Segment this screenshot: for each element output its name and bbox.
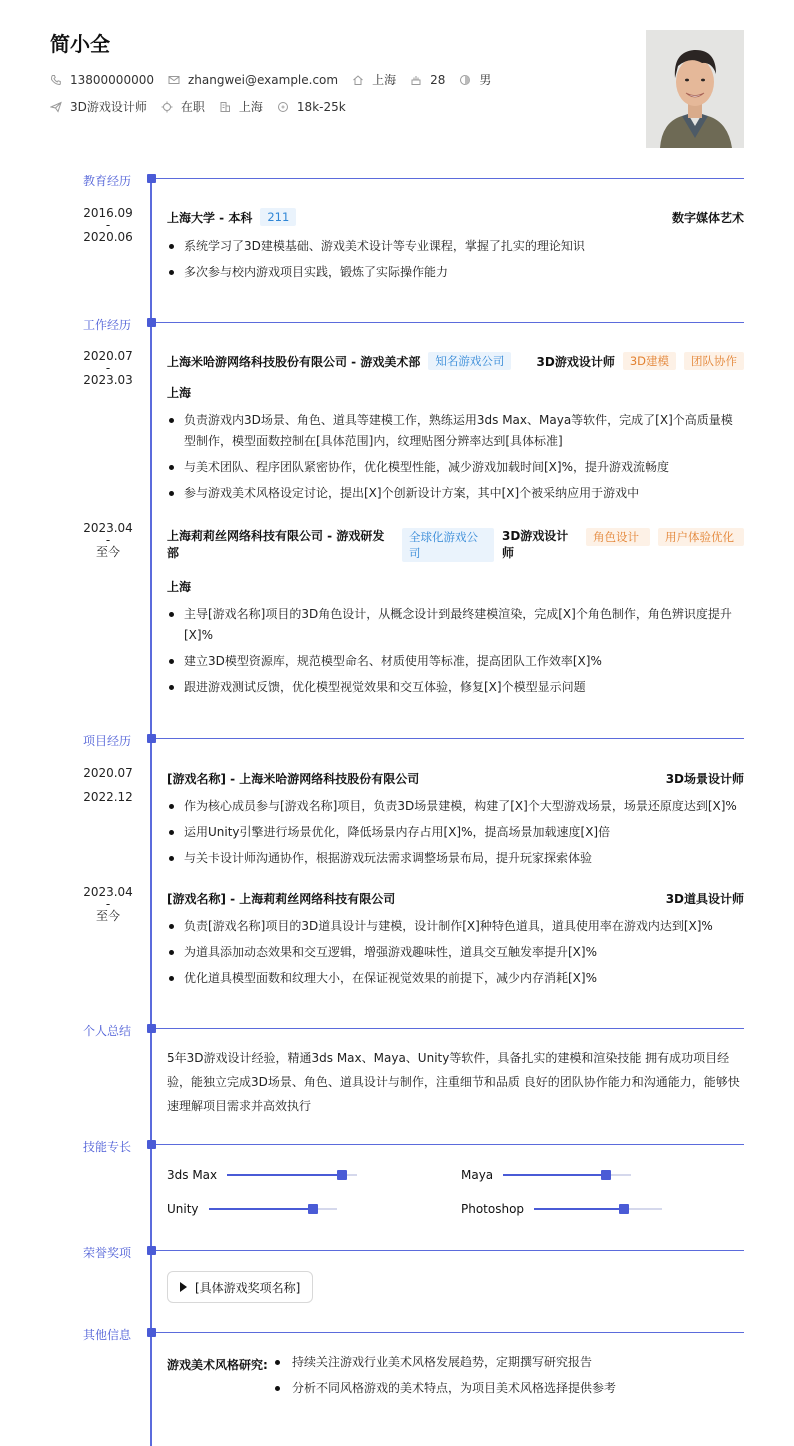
- list-item: 与关卡设计师沟通协作，根据游戏玩法需求调整场景布局，提升玩家探索体验: [167, 848, 744, 869]
- job-target-info: [50, 98, 147, 115]
- project-title: [游戏名称] - 上海米哈游网络科技股份有限公司: [167, 772, 420, 786]
- contact-row: [50, 71, 505, 88]
- skill-bar: [503, 1174, 631, 1176]
- major: 数字媒体艺术: [671, 210, 744, 225]
- section-marker: [147, 318, 156, 327]
- list-item: 建立3D模型资源库，规范模型命名、材质使用等标准，提高团队工作效率[X]%: [167, 651, 744, 672]
- project-dates: [70, 886, 146, 922]
- section-marker: [147, 734, 156, 743]
- gender-info: [459, 71, 491, 88]
- job-role: 3D游戏设计师: [502, 529, 569, 560]
- job-target-text: 3D游戏设计师: [70, 100, 147, 114]
- role-tag: 用户体验优化: [658, 528, 744, 546]
- date-separator: -: [105, 218, 111, 232]
- gender-icon: [459, 74, 471, 86]
- section-title-awards: 荣誉奖项: [83, 1246, 132, 1260]
- job-intent-row: [50, 98, 360, 115]
- home-icon: [352, 74, 364, 86]
- section-marker: [147, 1246, 156, 1255]
- timeline-line: [150, 178, 152, 1446]
- skill-bar-knob: [601, 1170, 611, 1180]
- skill-bar: [534, 1208, 662, 1210]
- list-item: 主导[游戏名称]项目的3D角色设计，从概念设计到最终建模渲染，完成[X]个角色制作，角色辨识度提升[X]%: [167, 604, 744, 646]
- date-separator: -: [105, 361, 111, 375]
- work-city: 上海: [167, 580, 192, 594]
- education-start-date: 2016.09: [83, 206, 133, 220]
- project-role: 3D场景设计师: [665, 772, 744, 786]
- list-item: 作为核心成员参与[游戏名称]项目，负责3D场景建模，构建了[X]个大型游戏场景，场景还原度达到[X]%: [167, 796, 744, 817]
- project-bullets: [167, 916, 744, 994]
- work-start-date: 2020.07: [83, 349, 133, 363]
- skill-bar: [227, 1174, 357, 1176]
- role-tag: 3D建模: [623, 352, 676, 370]
- skill-item: [461, 1168, 631, 1182]
- section-title-skills: 技能专长: [83, 1140, 132, 1154]
- section-title-projects: 项目经历: [83, 734, 132, 748]
- project-start-date: 2023.04: [83, 885, 133, 899]
- phone-icon: [50, 74, 62, 86]
- location-text: 上海: [372, 73, 397, 87]
- play-icon: [180, 1282, 187, 1292]
- email-info: [168, 73, 338, 87]
- skill-name: Maya: [461, 1168, 494, 1182]
- email-text: zhangwei@example.com: [187, 72, 339, 87]
- project-dates: [70, 767, 146, 803]
- section-divider: [156, 1144, 744, 1145]
- skill-bar-fill: [209, 1208, 314, 1210]
- role-tag: 团队协作: [684, 352, 744, 370]
- work-dates: [70, 522, 146, 558]
- skill-bar-fill: [227, 1174, 341, 1176]
- skill-name: Unity: [167, 1202, 199, 1216]
- school-name: 上海大学 - 本科: [167, 210, 253, 225]
- age-text: 28: [430, 72, 446, 87]
- project-title: [游戏名称] - 上海莉莉丝网络科技有限公司: [167, 892, 396, 906]
- skill-bar-fill: [503, 1174, 605, 1176]
- date-separator: -: [105, 897, 111, 911]
- salary-text: 18k-25k: [296, 99, 346, 114]
- other-list: [275, 1352, 616, 1404]
- section-divider: [156, 322, 744, 323]
- age-info: [410, 73, 445, 87]
- list-item: 与美术团队、程序团队紧密协作，优化模型性能，减少游戏加载时间[X]%，提升游戏流畅度: [167, 457, 744, 478]
- section-marker: [147, 1328, 156, 1337]
- project-end-date: 2022.12: [83, 790, 133, 804]
- work-city: 上海: [167, 386, 192, 400]
- phone-text: 13800000000: [70, 72, 154, 87]
- other-label: 游戏美术风格研究:: [167, 1358, 268, 1372]
- list-item: 负责[游戏名称]项目的3D道具设计与建模，设计制作[X]种特色道具，道具使用率在游戏内达到[X]%: [167, 916, 744, 937]
- company-name: 上海米哈游网络科技股份有限公司 - 游戏美术部: [167, 354, 421, 369]
- section-divider: [156, 738, 744, 739]
- project-entry-header: [167, 770, 744, 787]
- list-item: 负责游戏内3D场景、角色、道具等建模工作，熟练运用3ds Max、Maya等软件，完成了[X]个高质量模型制作，模型面数控制在[具体范围]内，纹理贴图分辨率达到[具体标准]: [167, 410, 744, 452]
- section-divider: [156, 1250, 744, 1251]
- skill-bar-knob: [337, 1170, 347, 1180]
- candidate-name: 简小全: [50, 32, 110, 56]
- work-entry-header: [167, 528, 744, 562]
- list-item: 分析不同风格游戏的美术特点，为项目美术风格选择提供参考: [275, 1378, 616, 1399]
- section-title-other: 其他信息: [83, 1328, 132, 1342]
- coin-icon: [277, 101, 289, 113]
- list-item: 多次参与校内游戏项目实践，锻炼了实际操作能力: [167, 262, 744, 283]
- project-end-date: 至今: [95, 909, 120, 923]
- work-dates: [70, 350, 146, 386]
- list-item: 跟进游戏测试反馈，优化模型视觉效果和交互体验，修复[X]个模型显示问题: [167, 677, 744, 698]
- section-title-work: 工作经历: [83, 318, 132, 332]
- section-marker: [147, 174, 156, 183]
- skill-item: [167, 1168, 357, 1182]
- project-bullets: [167, 796, 744, 874]
- list-item: 运用Unity引擎进行场景优化，降低场景内存占用[X]%，提高场景加载速度[X]倍: [167, 822, 744, 843]
- mail-icon: [168, 74, 180, 86]
- work-end-date: 至今: [95, 545, 120, 559]
- skill-item: [167, 1202, 337, 1216]
- project-role: 3D道具设计师: [665, 892, 744, 906]
- section-divider: [156, 1028, 744, 1029]
- work-bullets: [167, 604, 744, 703]
- education-dates: [70, 207, 146, 243]
- job-role: 3D游戏设计师: [536, 354, 615, 369]
- company-tag: 全球化游戏公司: [402, 528, 494, 562]
- cake-icon: [410, 74, 422, 86]
- education-entry-header: [167, 208, 744, 226]
- phone-info: [50, 73, 154, 87]
- skill-bar-knob: [308, 1204, 318, 1214]
- project-start-date: 2020.07: [83, 766, 133, 780]
- location-info: [352, 71, 396, 88]
- company-name: 上海莉莉丝网络科技有限公司 - 游戏研发部: [167, 529, 385, 560]
- role-tag: 角色设计: [586, 528, 650, 546]
- award-toggle[interactable]: [167, 1271, 313, 1303]
- skill-item: [461, 1202, 662, 1216]
- work-end-date: 2023.03: [83, 373, 133, 387]
- education-bullets: [167, 236, 744, 288]
- education-end-date: 2020.06: [83, 230, 133, 244]
- salary-info: [277, 100, 346, 114]
- section-title-summary: 个人总结: [83, 1024, 132, 1038]
- section-title-education: 教育经历: [83, 174, 132, 188]
- section-divider: [156, 1332, 744, 1333]
- company-tag: 知名游戏公司: [428, 352, 511, 370]
- skill-bar: [209, 1208, 337, 1210]
- status-text: 在职: [180, 100, 205, 114]
- award-name: [具体游戏奖项名称]: [195, 1280, 301, 1295]
- status-info: [161, 98, 205, 115]
- summary-text: 5年3D游戏设计经验，精通3ds Max、Maya、Unity等软件，具备扎实的建模和渲染技能 拥有成功项目经验，能独立完成3D场景、角色、道具设计与制作，注重细节和品质 良好的团队协作能力和沟通能力，能够快速理解项目需求并高效执行: [167, 1051, 740, 1113]
- list-item: 优化道具模型面数和纹理大小，在保证视觉效果的前提下，减少内存消耗[X]%: [167, 968, 744, 989]
- send-icon: [50, 101, 62, 113]
- list-item: 系统学习了3D建模基础、游戏美术设计等专业课程，掌握了扎实的理论知识: [167, 236, 744, 257]
- section-marker: [147, 1024, 156, 1033]
- skill-bar-knob: [619, 1204, 629, 1214]
- section-marker: [147, 1140, 156, 1149]
- date-separator: -: [105, 533, 111, 547]
- list-item: 持续关注游戏行业美术风格发展趋势，定期撰写研究报告: [275, 1352, 616, 1373]
- profile-photo: [646, 30, 744, 148]
- building-icon: [219, 101, 231, 113]
- list-item: 为道具添加动态效果和交互逻辑，增强游戏趣味性，道具交互触发率提升[X]%: [167, 942, 744, 963]
- work-bullets: [167, 410, 744, 509]
- work-entry-header: [167, 352, 744, 370]
- target-city-text: 上海: [238, 100, 263, 114]
- gender-text: 男: [479, 73, 492, 87]
- school-tag: 211: [260, 208, 296, 226]
- work-start-date: 2023.04: [83, 521, 133, 535]
- skill-bar-fill: [534, 1208, 624, 1210]
- skill-name: 3ds Max: [167, 1168, 218, 1182]
- list-item: 参与游戏美术风格设定讨论，提出[X]个创新设计方案，其中[X]个被采纳应用于游戏中: [167, 483, 744, 504]
- project-entry-header: [167, 890, 744, 907]
- section-divider: [156, 178, 744, 179]
- skill-name: Photoshop: [461, 1202, 525, 1216]
- target-city-info: [219, 98, 263, 115]
- status-icon: [161, 101, 173, 113]
